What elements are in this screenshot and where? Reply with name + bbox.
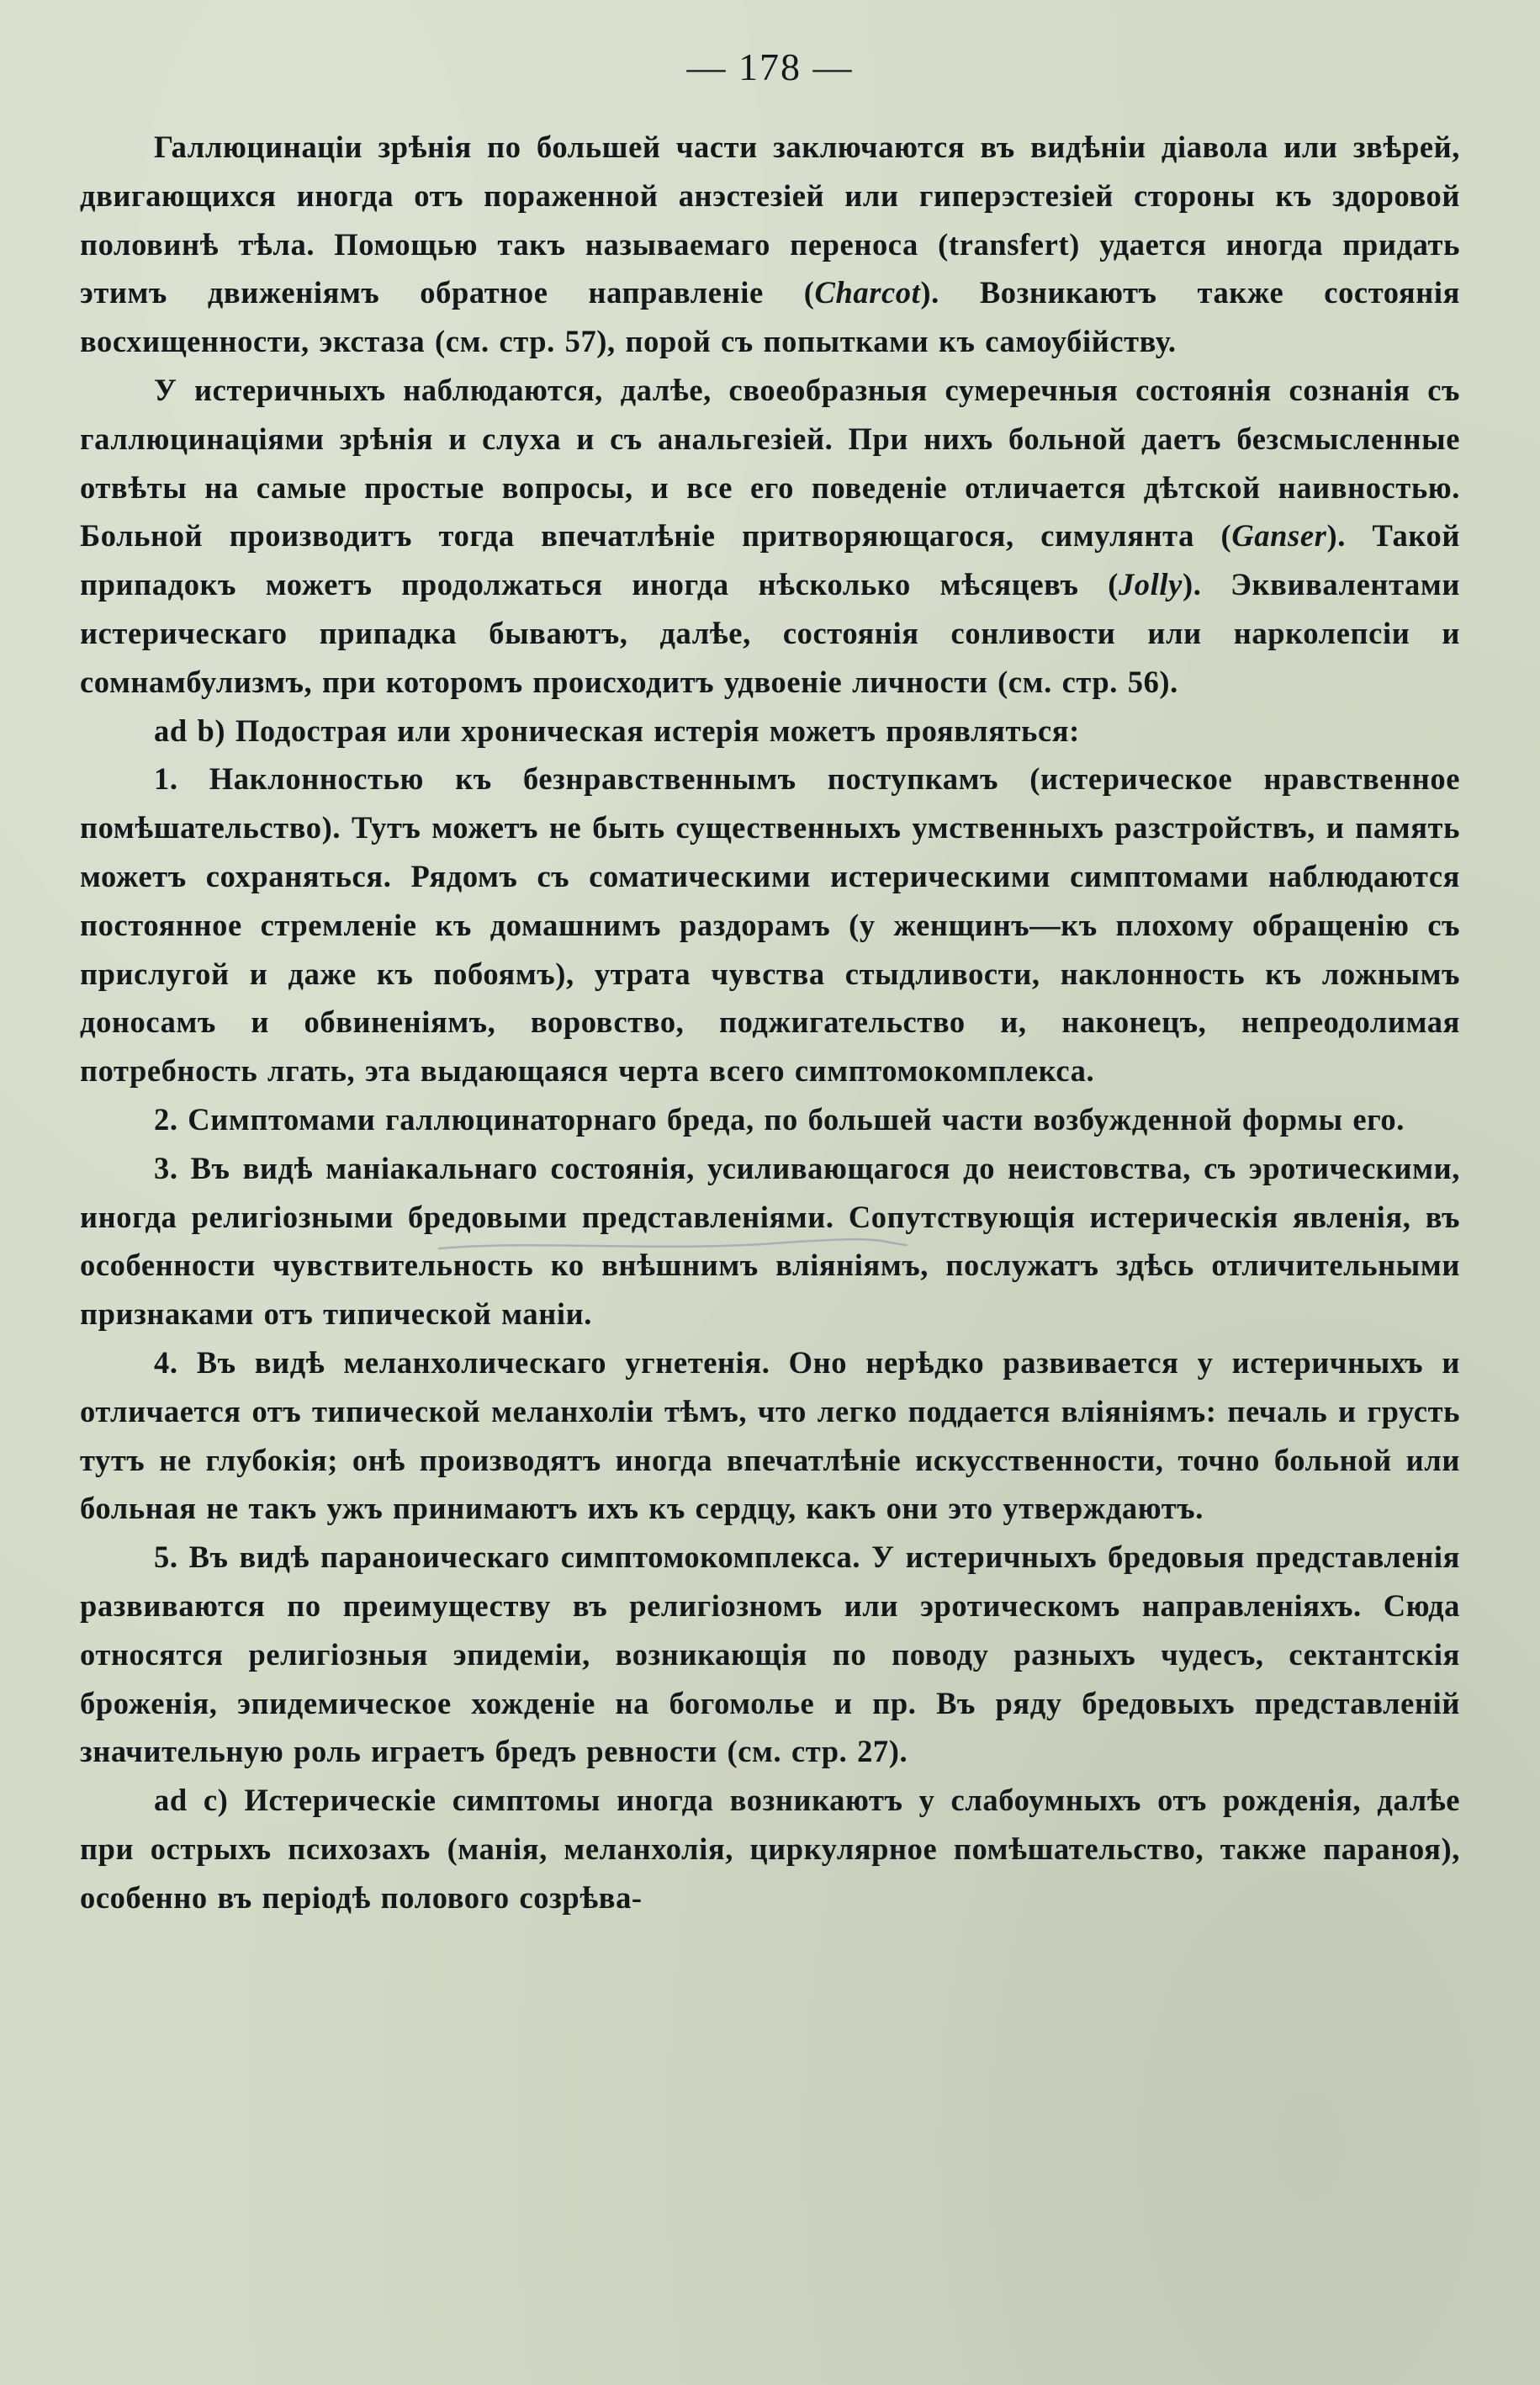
paragraph — [80, 1776, 1460, 1921]
author-citation: Ganser — [1231, 518, 1327, 554]
paragraph-text: У истеричныхъ наблюдаются, далѣе, своеобразныя сумеречныя состоянія сознанія съ галлюцинаціями зрѣнія и слуха и съ анальгезіей. При нихъ больной даетъ безсмысленные отвѣты на самые простые вопросы, и все его поведеніе отличается дѣтской наивностью. Больной производитъ тогда впечатлѣніе притворяющагося, симулянта ( — [80, 372, 1460, 554]
paragraph — [80, 707, 1460, 755]
paragraph-text: 2. Симптомами галлюцинаторнаго бреда, по большей части возбужденной формы его. — [154, 1101, 1405, 1137]
paragraph — [80, 1095, 1460, 1144]
paragraph-text: 4. Въ видѣ меланхолическаго угнетенія. Оно нерѣдко развивается у истеричныхъ и отличается отъ типической меланхоліи тѣмъ, что легко поддается вліяніямъ: печаль и грусть тутъ не глубокія; онѣ производятъ иногда впечатлѣніе искусственности, точно больной или больная не такъ ужъ принимаютъ ихъ къ сердцу, какъ они это утверждаютъ. — [80, 1344, 1460, 1526]
paragraph — [80, 755, 1460, 1095]
paragraph — [80, 366, 1460, 707]
page-number: — 178 — — [686, 45, 854, 88]
paragraph — [80, 1338, 1460, 1533]
paragraph-text: 1. Наклонностью къ безнравственнымъ поступкамъ (истерическое нравственное помѣшательство). Тутъ можетъ не быть существенныхъ умственныхъ разстройствъ, и память можетъ сохраняться. Рядомъ съ соматическими истерическими симптомами наблюдаются постоянное стремленіе къ домашнимъ раздорамъ (у женщинъ—къ плохому обращенію съ прислугой и даже къ побоямъ), утрата чувства стыдливости, наклонность къ ложнымъ доносамъ и обвиненіямъ, воровство, поджигательство и, наконецъ, непреодолимая потребность лгать, эта выдающаяся черта всего симптомокомплекса. — [80, 761, 1460, 1089]
paragraph — [80, 1144, 1460, 1338]
paragraph-text: Галлюцинаціи зрѣнія по большей части заключаются въ видѣніи діавола или звѣрей, двигающихся иногда отъ пораженной анэстезіей или гиперэстезіей стороны къ здоровой половинѣ тѣла. Помощью такъ называемаго переноса (transfert) удается иногда придать этимъ движеніямъ обратное направленіе ( — [80, 130, 1460, 310]
paragraph-text: 5. Въ видѣ параноическаго симптомокомплекса. У истеричныхъ бредовыя представленія развиваются по преимуществу въ религіозномъ или эротическомъ направленіяхъ. Сюда относятся религіозныя эпидеміи, возникающія по поводу разныхъ чудесъ, сектантскія броженія, эпидемическое хожденіе на богомолье и пр. Въ ряду бредовыхъ представленій значительную роль играетъ бредъ ревности (см. стр. 27). — [80, 1540, 1460, 1769]
paragraph-text: ). Эквивалентами истерическаго припадка бываютъ, далѣе, состоянія сонливости или нарколепсіи и сомнамбулизмъ, при которомъ происходитъ удвоеніе личности (см. стр. 56). — [80, 567, 1460, 699]
body-text — [80, 123, 1460, 1921]
paragraph-text: 3. Въ видѣ маніакальнаго состоянія, усиливающагося до неистовства, съ эротическими, иногда религіозными бредовыми представленіями. Сопутствующія истерическія явленія, въ особенности чувствительность ко внѣшнимъ вліяніямъ, послужатъ здѣсь отличительными признаками отъ типической маніи. — [80, 1150, 1460, 1332]
paragraph — [80, 1533, 1460, 1776]
paragraph-text: ). Возникаютъ также состоянія восхищенности, экстаза (см. стр. 57), порой съ попытками къ самоубійству. — [80, 275, 1460, 359]
paragraph-text: ad b) Подострая или хроническая истерія можетъ проявляться: — [154, 713, 1080, 748]
author-citation: Jolly — [1118, 567, 1183, 602]
paragraph — [80, 123, 1460, 366]
author-citation: Charcot — [814, 275, 921, 310]
paragraph-text: ad c) Истерическіе симптомы иногда возникаютъ у слабоумныхъ отъ рожденія, далѣе при острыхъ психозахъ (манія, меланхолія, циркулярное помѣшательство, также параноя), особенно въ періодѣ полового созрѣва- — [80, 1783, 1460, 1915]
paragraph-text: ). Такой припадокъ можетъ продолжаться иногда нѣсколько мѣсяцевъ ( — [80, 518, 1460, 602]
